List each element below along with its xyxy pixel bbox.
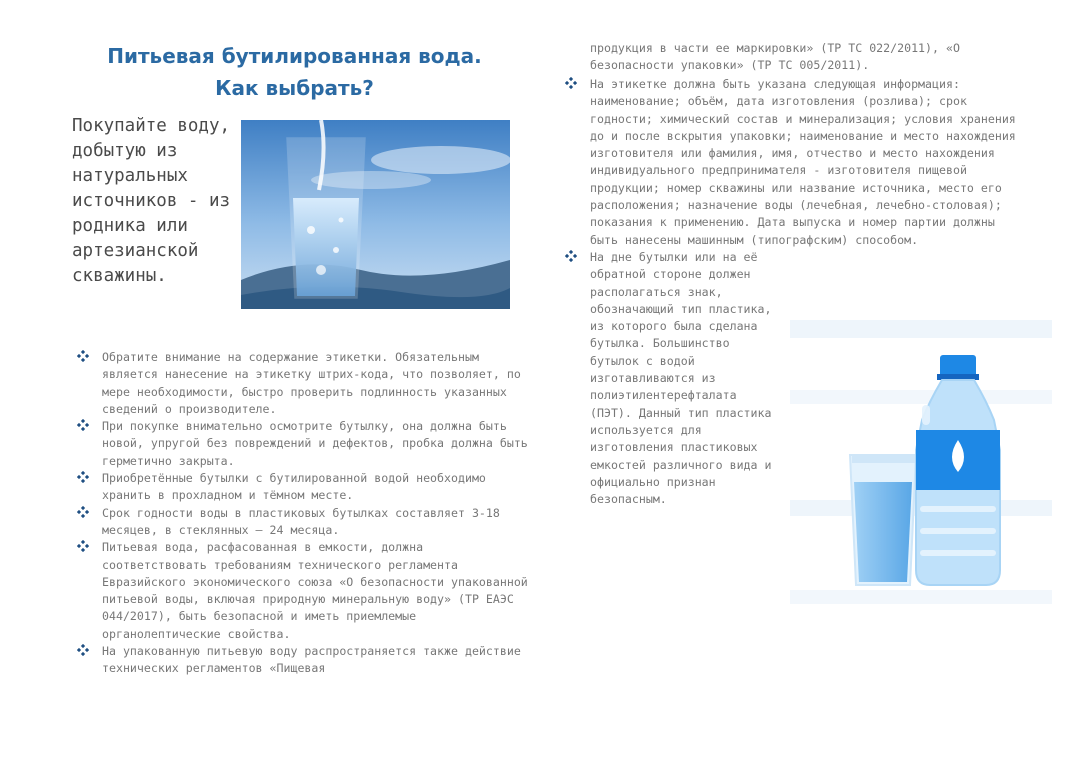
diamond-bullet-icon [77,506,89,518]
list-item [75,418,530,470]
bullet-text: Срок годности воды в пластиковых бутылках составляет 3-18 месяцев, в стеклянных – 24 месяца. [102,505,500,537]
bottle-and-glass-illustration [790,300,1052,635]
list-item [75,643,530,678]
bullet-text: На дне бутылки или на её обратной стороне должен располагаться знак, обозначающий тип пластика, из которого была сделана бутылка. Большинство бутылок с водой изготавливаются из полиэтилентерефталата (ПЭТ). Данный тип пластика используется для изготовления пластиковых емкостей различного вида и официально признан безопасным. [590,249,772,507]
list-item [75,505,530,540]
diamond-bullet-icon [77,644,89,656]
bullet-text: На упакованную питьевую воду распространяется также действие технических регламентов «Пищевая [102,644,521,676]
bullet-text: Питьевая вода, расфасованная в емкости, должна соответствовать требованиям технического регламента Евразийского экономического союза «О безопасности упакованной питьевой воды, включая природную минеральную воду» (ТР ЕАЭС 044/2017), быть безопасной и иметь приемлемые органолептические свойства. [102,540,528,641]
bullet-text: Приобретённые бутылки с бутилированной водой необходимо хранить в прохладном и тёмном месте. [102,471,486,503]
page-title: Питьевая бутилированная вода. [107,44,482,68]
list-item [75,349,530,418]
list-item [563,76,1023,249]
bullet-text: Обратите внимание на содержание этикетки. Обязательным является нанесение на этикетку штрих-кода, что позволяет, по мере необходимости, быстро проверить подлинность указанных сведений о производителе. [102,350,521,416]
bullet-text: На этикетке должна быть указана следующая информация: наименование; объём, дата изготовления (розлива); срок годности; химический состав и минерализация; условия хранения до и после вскрытия упаковки; наименование и место нахождения изготовителя или фамилия, имя, отчество и место нахождения индивидуального предпринимателя - изготовителя пищевой продукции; номер скважины или название источника, место его расположения; назначение воды (лечебная, лечебно-столовая); показания к применению. Дата выпуска и номер партии должны быть нанесены машинным (типографским) способом. [590,77,1016,247]
diamond-bullet-icon [77,471,89,483]
continued-paragraph: продукция в части ее маркировки» (ТР ТС 022/2011), «О безопасности упаковки» (ТР ТС 005/2011). [590,41,960,73]
bullet-text: При покупке внимательно осмотрите бутылку, она должна быть новой, упругой без повреждений и дефектов, пробка должна быть герметично закрыта. [102,419,528,468]
page-subtitle: Как выбрать? [215,76,374,100]
list-item [75,470,530,505]
list-item [75,539,530,643]
diamond-bullet-icon [77,350,89,362]
lead-paragraph: Покупайте воду, добытую из натуральных источников - из родника или артезианской скважины. [72,116,231,286]
diamond-bullet-icon [77,419,89,431]
diamond-bullet-icon [565,77,577,89]
left-bullet-list [75,349,530,678]
diamond-bullet-icon [565,250,577,262]
diamond-bullet-icon [77,540,89,552]
water-glass-photo [241,120,510,309]
